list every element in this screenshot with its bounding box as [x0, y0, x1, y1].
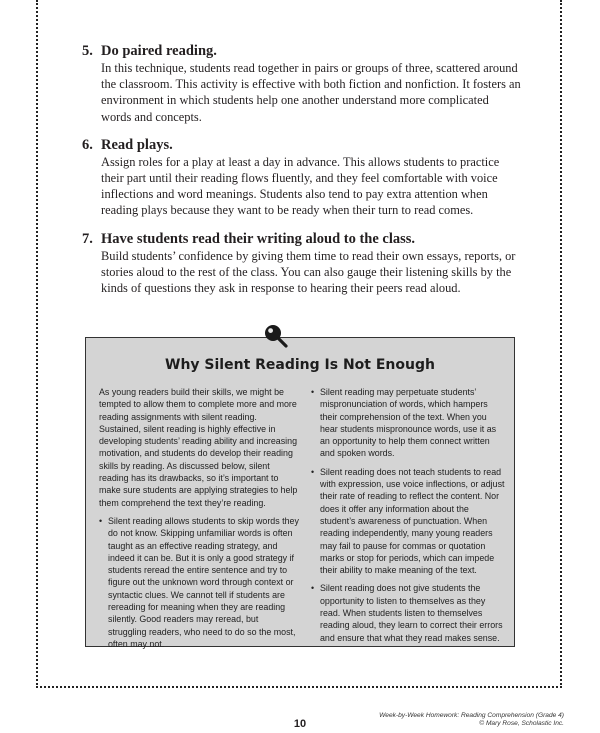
callout-left-column [99, 386, 299, 656]
tip-title: Do paired reading. [101, 43, 217, 59]
tip-body: Build students’ confidence by giving them time to read their own essays, reports, or stories aloud to the rest of the class. You can also gauge their listening skills by the kinds of questions they ask in response to hearing their peers read aloud. [101, 248, 516, 296]
tip-body: Assign roles for a play at least a day in advance. This allows students to practice their part until their reading flows fluently, and they feel comfortable with voice inflections and word meanings. Students also tend to pay extra attention when reading plays because they want to be ready when their turn to read comes. [101, 154, 500, 218]
callout-intro: As young readers build their skills, we might be tempted to allow them to complete more and more reading assignments with silent reading. Sustained, silent reading is highly effective in developing students’ reading ability and increasing motivation, and students do develop their reading skills by reading. As discussed below, silent reading has its drawbacks, so it’s important to make sure students are applying strategies to help them comprehend the text they’re reading. [99, 387, 298, 508]
tip-body: In this technique, students read together in pairs or groups of three, scattered around the classroom. This activity is effective with both fiction and nonfiction. It fosters an environment in which students help one another understand more complicated words and concepts. [101, 61, 521, 124]
callout-bullets-right [311, 386, 506, 644]
tips-list [82, 42, 522, 307]
magnifying-glass-icon [262, 322, 290, 350]
tip-item [82, 136, 522, 219]
callout-bullet: • Silent reading does not give students the opportunity to listen to themselves as they read. When students listen to themselves reading aloud, they learn to correct their errors and ensure that what they read makes sense. [311, 582, 506, 643]
tip-heading [82, 42, 522, 60]
page-number: 10 [293, 718, 307, 730]
callout-bullet: • Silent reading may perpetuate students’ mispronunciation of words, which hampers their comprehension of the text. When you hear students mispronounce words, use it as an opportunity to help them connect written and spoken words. [311, 386, 506, 460]
tip-title: Read plays. [101, 136, 173, 153]
copyright: © Mary Rose, Scholastic Inc. [479, 720, 564, 728]
tip-item [82, 230, 522, 297]
book-title: Week-by-Week Homework: Reading Comprehension (Grade 4) [379, 712, 564, 719]
tip-heading [82, 136, 522, 154]
tip-number: 7. [82, 230, 93, 247]
tip-number: 5. [82, 43, 93, 59]
callout-bullets-left [99, 515, 299, 650]
tip-number: 6. [82, 136, 93, 153]
tip-item [82, 42, 522, 125]
callout-title: Why Silent Reading Is Not Enough [165, 357, 435, 373]
tip-heading [82, 230, 522, 248]
tip-title: Have students read their writing aloud to the class. [101, 230, 416, 247]
silent-reading-callout [85, 337, 515, 647]
callout-bullet: • Silent reading allows students to skip words they do not know. Skipping unfamiliar words is often taught as an effective reading strategy, and indeed it can be. But it is only a good strategy if students reread the entire sentence and try to figure out the unknown word through context or syntactic clues. We cannot tell if students are rereading for meaning when they are reading silently. Good readers may reread, but struggling readers, who need to do so the most, often may not. [99, 515, 299, 650]
callout-right-column [311, 386, 506, 650]
footer-credit [379, 712, 564, 729]
callout-bullet: • Silent reading does not teach students to read with expression, use voice inflections, or adjust their rate of reading to reflect the content. Nor does it offer any information about the student’s awareness of punctuation. When reading independently, many young readers may fail to pause for commas or quotation marks or stop for periods, which can impede their ability to make meaning of the text. [311, 466, 506, 577]
